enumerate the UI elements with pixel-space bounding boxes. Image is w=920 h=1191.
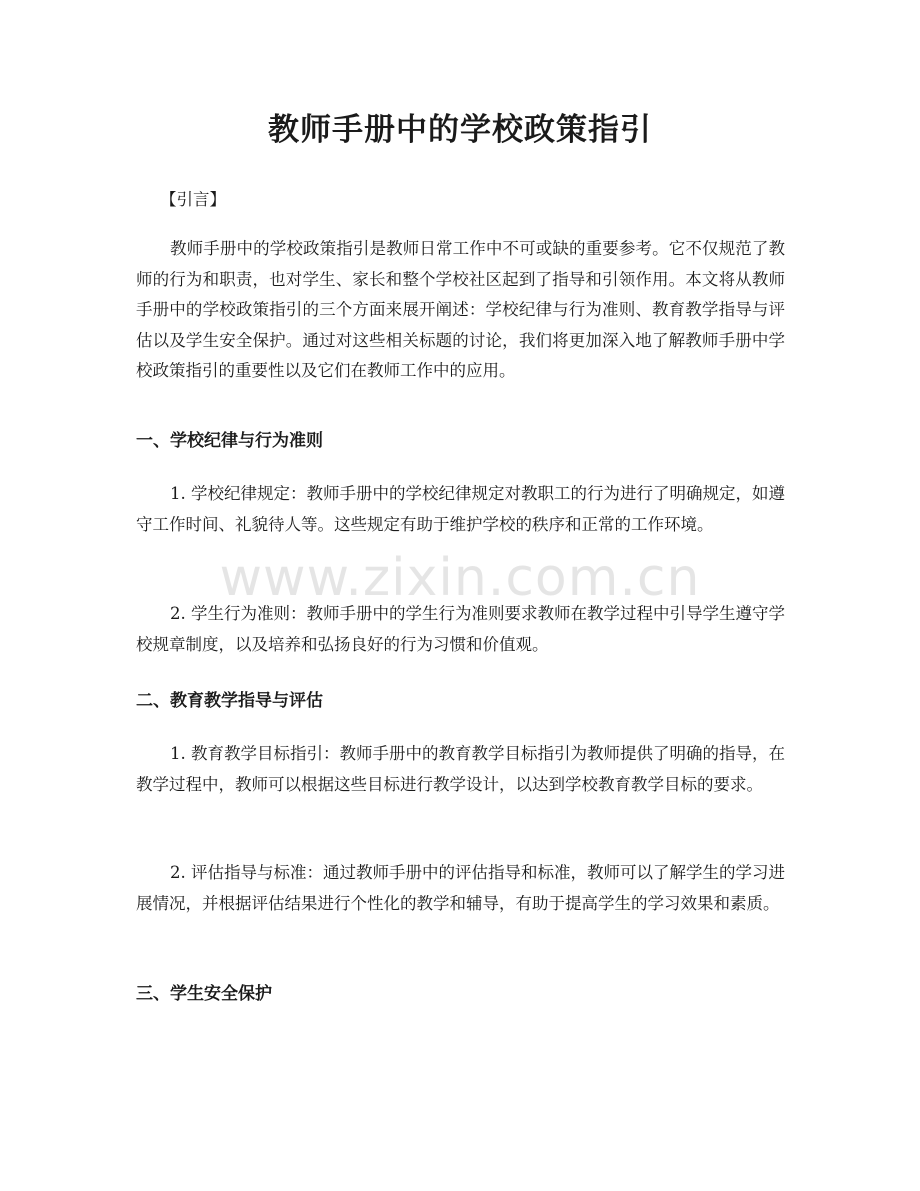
section-heading-2: 二、教育教学指导与评估 [136,691,323,711]
section-1-paragraph-2: 2. 学生行为准则：教师手册中的学生行为准则要求教师在教学过程中引导学生遵守学校规章制度，以及培养和弘扬良好的行为习惯和价值观。 [136,604,785,654]
section-heading-1: 一、学校纪律与行为准则 [136,431,323,451]
intro-paragraph: 教师手册中的学校政策指引是教师日常工作中不可或缺的重要参考。它不仅规范了教师的行为和职责，也对学生、家长和整个学校社区起到了指导和引领作用。本文将从教师手册中的学校政策指引的三个方面来展开阐述：学校纪律与行为准则、教育教学指导与评估以及学生安全保护。通过对这些相关标题的讨论，我们将更加深入地了解教师手册中学校政策指引的重要性以及它们在教师工作中的应用。 [136,239,785,381]
section-2-paragraph-1: 1. 教育教学目标指引：教师手册中的教育教学目标指引为教师提供了明确的指导，在教学过程中，教师可以根据这些目标进行教学设计，以达到学校教育教学目标的要求。 [136,744,785,794]
document-title: 教师手册中的学校政策指引 [268,112,652,148]
watermark: www.zixin.com.cn [219,548,701,608]
intro-label: 【引言】 [160,190,226,209]
section-heading-3: 三、学生安全保护 [136,984,272,1004]
section-2-paragraph-2: 2. 评估指导与标准：通过教师手册中的评估指导和标准，教师可以了解学生的学习进展情况，并根据评估结果进行个性化的教学和辅导，有助于提高学生的学习效果和素质。 [136,863,785,913]
section-1-paragraph-1: 1. 学校纪律规定：教师手册中的学校纪律规定对教职工的行为进行了明确规定，如遵守工作时间、礼貌待人等。这些规定有助于维护学校的秩序和正常的工作环境。 [136,484,785,534]
